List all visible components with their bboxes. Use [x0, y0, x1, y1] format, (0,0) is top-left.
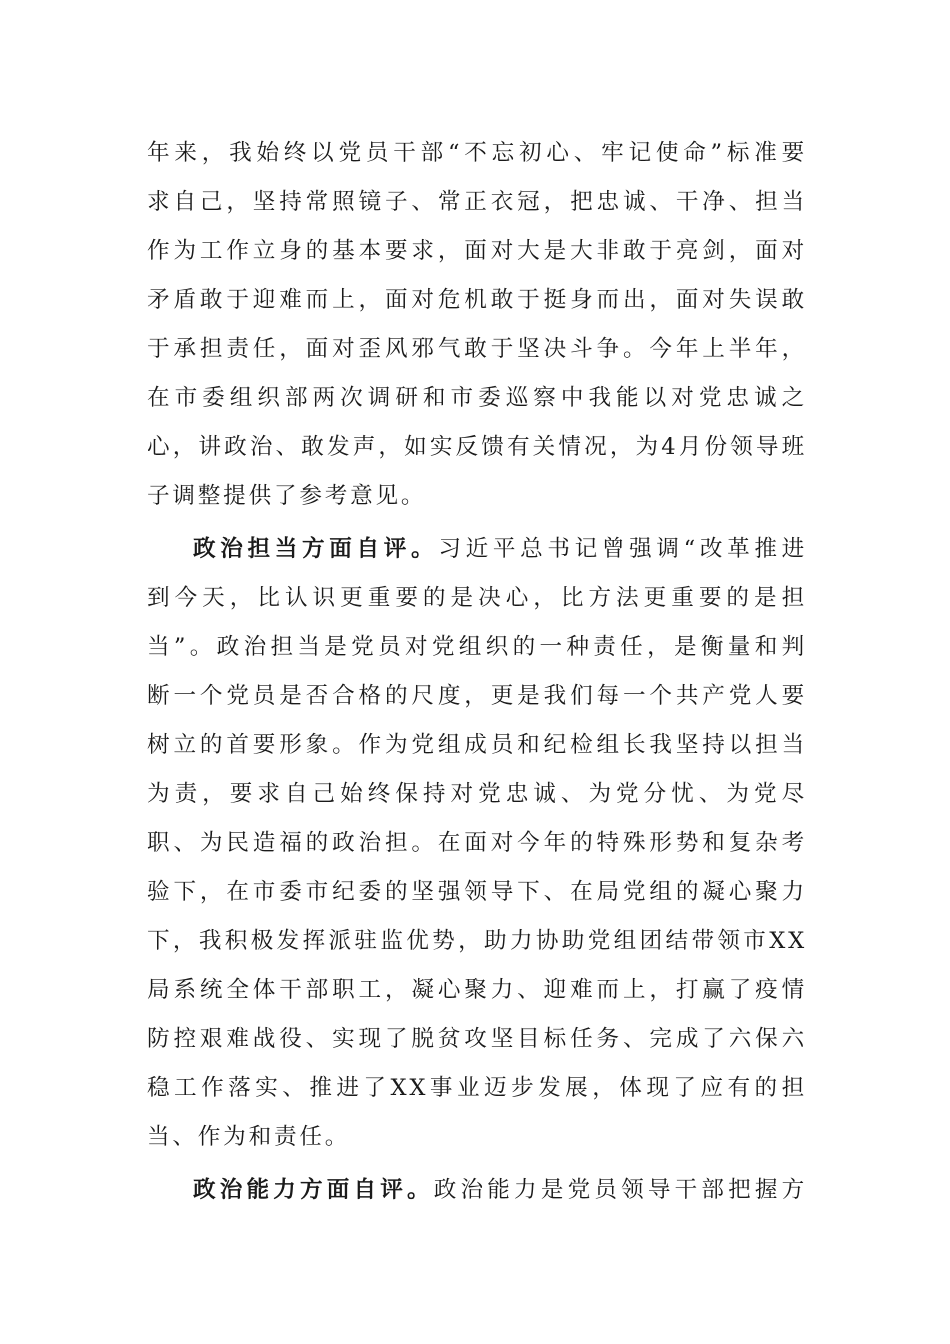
- body-text: 政治能力是党员领导干部把握方: [433, 1177, 807, 1203]
- body-text-line: 矛盾敢于迎难而上，面对危机敢于挺身而出，面对失误敢: [147, 287, 807, 313]
- section-heading: 政治能力方面自评。: [193, 1177, 434, 1203]
- body-text-line: 树立的首要形象。作为党组成员和纪检组长我坚持以担当: [147, 732, 807, 758]
- body-text-line: 断一个党员是否合格的尺度，更是我们每一个共产党人要: [147, 683, 807, 709]
- paragraph-first-line: [193, 1175, 807, 1205]
- body-text-line: 当”。政治担当是党员对党组织的一种责任，是衡量和判: [147, 634, 807, 660]
- section-heading: 政治担当方面自评。: [193, 536, 439, 562]
- body-text-line: 稳工作落实、推进了XX事业迈步发展，体现了应有的担: [147, 1075, 807, 1101]
- body-text-line: 年来，我始终以党员干部“不忘初心、牢记使命”标准要: [147, 140, 807, 166]
- body-text-line: 验下，在市委市纪委的坚强领导下、在局党组的凝心聚力: [147, 879, 807, 905]
- body-text-line: 局系统全体干部职工，凝心聚力、迎难而上，打赢了疫情: [147, 977, 807, 1003]
- body-text-line: 在市委组织部两次调研和市委巡察中我能以对党忠诚之: [147, 385, 807, 411]
- body-text: 习近平总书记曾强调“改革推进: [438, 536, 807, 562]
- paragraph-first-line: [193, 534, 807, 564]
- body-text-line: 求自己，坚持常照镜子、常正衣冠，把忠诚、干净、担当: [147, 189, 807, 215]
- body-text-line: 职、为民造福的政治担。在面对今年的特殊形势和复杂考: [147, 830, 807, 856]
- body-text-line: 作为工作立身的基本要求，面对大是大非敢于亮剑，面对: [147, 238, 807, 264]
- body-text-line: 下，我积极发挥派驻监优势，助力协助党组团结带领市XX: [147, 928, 807, 954]
- body-text-line: 心，讲政治、敢发声，如实反馈有关情况，为4月份领导班: [147, 434, 807, 460]
- body-text-line: 为责，要求自己始终保持对党忠诚、为党分忧、为党尽: [147, 781, 807, 807]
- body-text-line: 子调整提供了参考意见。: [147, 483, 427, 509]
- body-text-line: 当、作为和责任。: [147, 1124, 351, 1150]
- body-text-line: 到今天，比认识更重要的是决心，比方法更重要的是担: [147, 585, 807, 611]
- body-text-line: 防控艰难战役、实现了脱贫攻坚目标任务、完成了六保六: [147, 1026, 807, 1052]
- body-text-line: 于承担责任，面对歪风邪气敢于坚决斗争。今年上半年，: [147, 336, 807, 362]
